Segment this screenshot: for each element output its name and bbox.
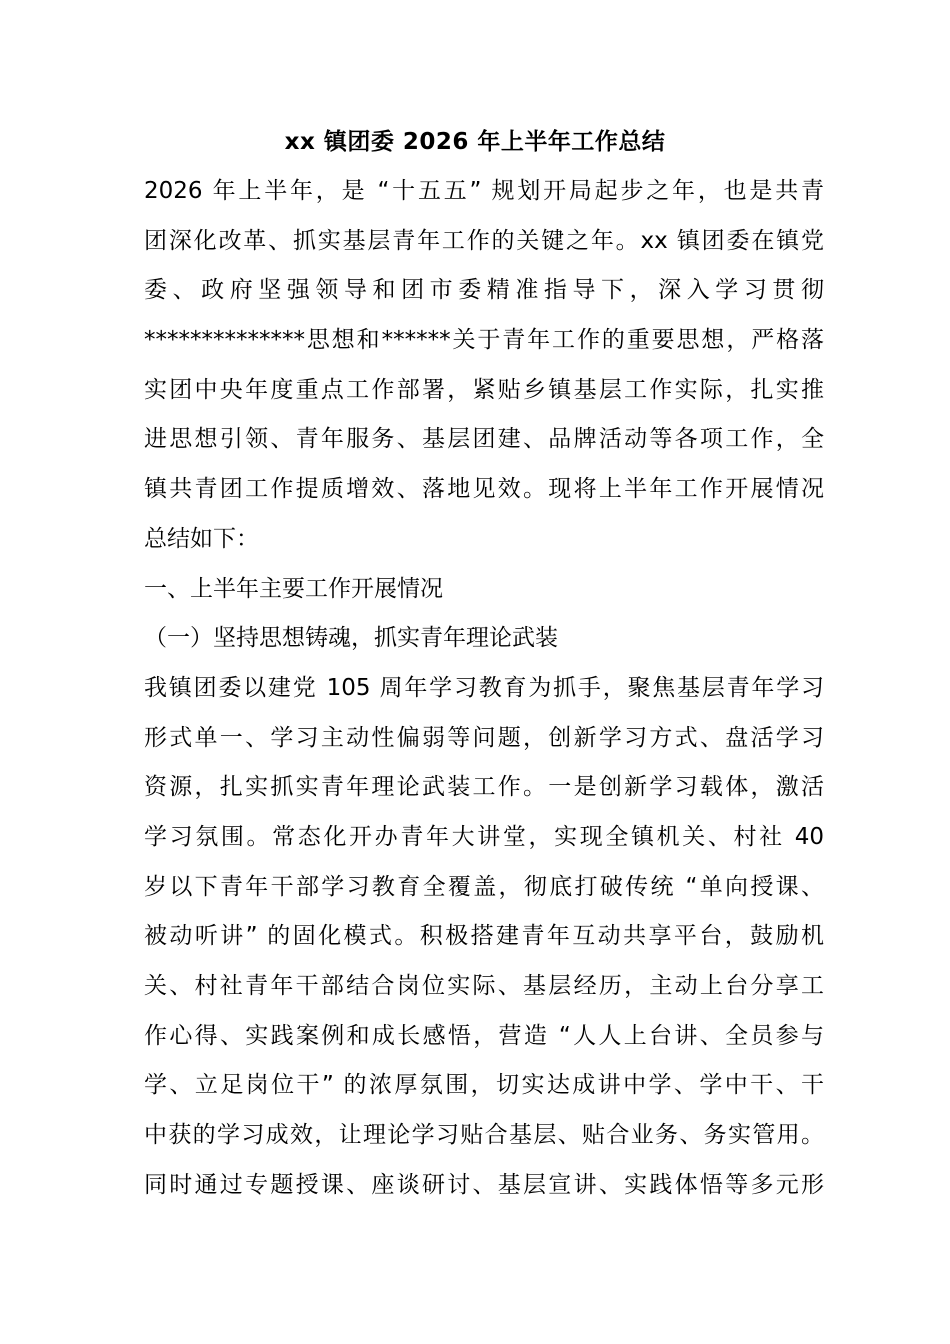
text-line: 资源，扎实抓实青年理论武装工作。一是创新学习载体，激活 xyxy=(144,774,824,801)
text-line: 同时通过专题授课、座谈研讨、基层宣讲、实践体悟等多元形 xyxy=(144,1171,824,1198)
text-line: 岁以下青年干部学习教育全覆盖，彻底打破传统 “单向授课、 xyxy=(144,873,824,900)
document-body xyxy=(144,167,824,1210)
text-line: **************思想和******关于青年工作的重要思想，严格落 xyxy=(144,327,824,354)
text-line: 被动听讲” 的固化模式。积极搭建青年互动共享平台，鼓励机 xyxy=(144,923,824,950)
document-title: xx 镇团委 2026 年上半年工作总结 xyxy=(284,129,666,155)
text-line: 一、上半年主要工作开展情况 xyxy=(144,575,443,602)
text-line: 学、立足岗位干” 的浓厚氛围，切实达成讲中学、学中干、干 xyxy=(144,1072,824,1099)
text-line: 学习氛围。常态化开办青年大讲堂，实现全镇机关、村社 40 xyxy=(144,823,824,850)
text-line: 镇共青团工作提质增效、落地见效。现将上半年工作开展情况 xyxy=(144,476,824,503)
text-line: （一）坚持思想铸魂，抓实青年理论武装 xyxy=(144,625,558,652)
text-line: 实团中央年度重点工作部署，紧贴乡镇基层工作实际，扎实推 xyxy=(144,376,824,403)
text-line: 作心得、实践案例和成长感悟，营造 “人人上台讲、全员参与 xyxy=(144,1022,824,1049)
text-line: 2026 年上半年，是 “十五五” 规划开局起步之年，也是共青 xyxy=(144,178,824,204)
text-line: 委、政府坚强领导和团市委精准指导下，深入学习贯彻 xyxy=(144,277,824,304)
text-line: 进思想引领、青年服务、基层团建、品牌活动等各项工作，全 xyxy=(144,426,824,453)
text-line: 形式单一、学习主动性偏弱等问题，创新学习方式、盘活学习 xyxy=(144,724,824,751)
text-line: 团深化改革、抓实基层青年工作的关键之年。xx 镇团委在镇党 xyxy=(144,227,824,254)
text-line: 关、村社青年干部结合岗位实际、基层经历，主动上台分享工 xyxy=(144,973,824,999)
text-line: 总结如下： xyxy=(144,525,259,552)
text-line: 中获的学习成效，让理论学习贴合基层、贴合业务、务实管用。 xyxy=(144,1122,824,1149)
text-line: 我镇团委以建党 105 周年学习教育为抓手，聚焦基层青年学习 xyxy=(144,674,824,701)
